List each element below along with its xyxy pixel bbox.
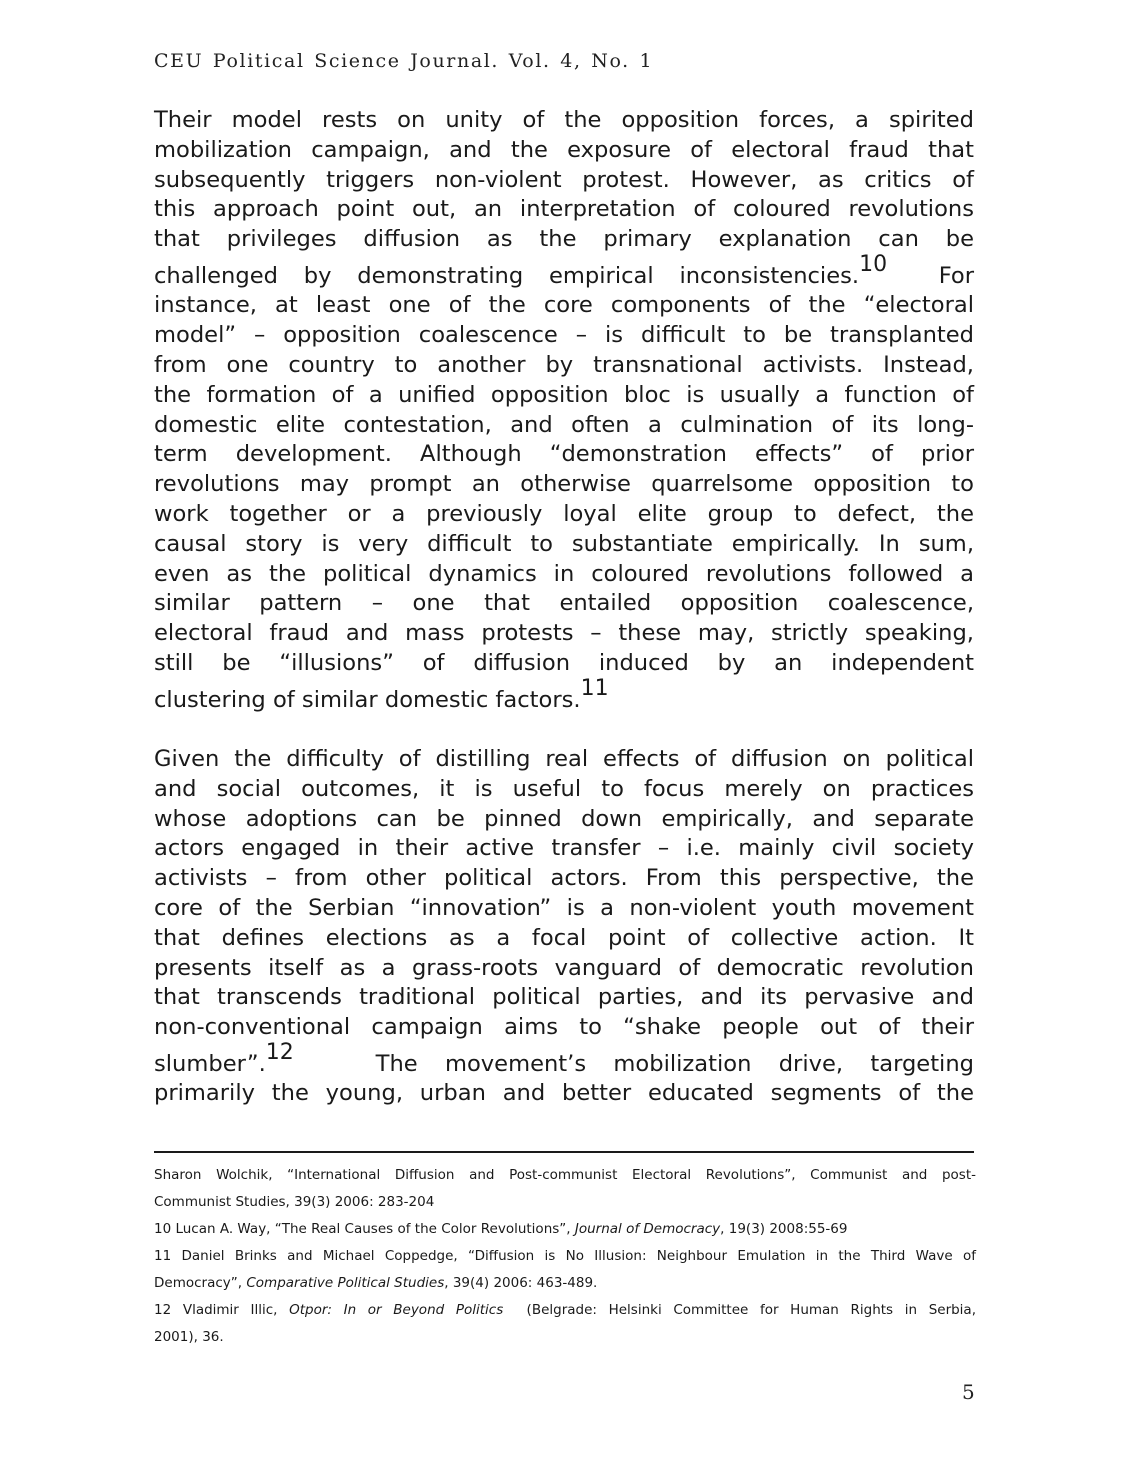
footnote-text: , 39(4) 2006: 463-489. bbox=[444, 1275, 598, 1291]
text-line: from one country to another by transnational activists. Instead, bbox=[154, 352, 974, 379]
text-line: that transcends traditional political parties, and its pervasive and bbox=[154, 984, 974, 1011]
footnotes bbox=[154, 1162, 976, 1351]
body-paragraph-2 bbox=[154, 745, 974, 1109]
footnote-line: Communist Studies, 39(3) 2006: 283-204 bbox=[154, 1194, 435, 1210]
footnote-divider bbox=[154, 1151, 974, 1153]
text-line: presents itself as a grass-roots vanguard of democratic revolution bbox=[154, 954, 974, 981]
text-line: non-conventional campaign aims to “shake people out of their bbox=[154, 1014, 974, 1041]
footnote-line bbox=[154, 1216, 976, 1243]
text-line: still be “illusions” of diffusion induced by an independent bbox=[154, 650, 974, 677]
text-line: causal story is very difficult to substantiate empirically. In sum, bbox=[154, 530, 974, 557]
text-line: whose adoptions can be pinned down empirically, and separate bbox=[154, 805, 974, 832]
text-line-with-footnote-ref bbox=[154, 251, 974, 292]
footnote-line: Sharon Wolchik, “International Diffusion and Post-communist Electoral Revolutions”, Communist and post- bbox=[154, 1167, 976, 1183]
footnote-ref-10: 10 bbox=[859, 251, 888, 277]
text-line: instance, at least one of the core components of the “electoral bbox=[154, 292, 974, 319]
text-line: primarily the young, urban and better educated segments of the bbox=[154, 1080, 974, 1107]
text-span: slumber”. bbox=[154, 1050, 266, 1077]
text-line: subsequently triggers non-violent protest. However, as critics of bbox=[154, 166, 974, 193]
footnote-text: Democracy”, bbox=[154, 1275, 247, 1291]
footnote-text: 10 Lucan A. Way, “The Real Causes of the Color Revolutions”, bbox=[154, 1221, 575, 1237]
text-line: even as the political dynamics in coloured revolutions followed a bbox=[154, 560, 974, 587]
footnote-line: 11 Daniel Brinks and Michael Coppedge, “Diffusion is No Illusion: Neighbour Emulation in the Third Wave of bbox=[154, 1248, 976, 1264]
text-line: term development. Although “demonstration effects” of prior bbox=[154, 441, 974, 468]
text-line: Their model rests on unity of the opposition forces, a spirited bbox=[154, 107, 974, 133]
footnote-text: (Belgrade: Helsinki Committee for Human Rights in Serbia, bbox=[503, 1302, 976, 1318]
text-line: mobilization campaign, and the exposure of electoral fraud that bbox=[154, 136, 974, 163]
text-line: this approach point out, an interpretation of coloured revolutions bbox=[154, 196, 974, 223]
footnote-text: 12 Vladimir Illic, bbox=[154, 1302, 290, 1318]
text-line-with-footnote-ref bbox=[154, 675, 974, 716]
footnote-journal-title: Comparative Political Studies bbox=[246, 1275, 445, 1291]
text-line: Given the difficulty of distilling real effects of diffusion on political bbox=[154, 746, 974, 772]
footnote-12 bbox=[154, 1297, 976, 1351]
footnote-11 bbox=[154, 1243, 976, 1297]
text-line: and social outcomes, it is useful to focus merely on practices bbox=[154, 775, 974, 802]
text-line: activists – from other political actors. From this perspective, the bbox=[154, 865, 974, 892]
text-line: electoral fraud and mass protests – these may, strictly speaking, bbox=[154, 620, 974, 647]
footnote-wolchik bbox=[154, 1162, 976, 1216]
running-header: CEU Political Science Journal. Vol. 4, No. 1 bbox=[154, 50, 654, 72]
text-line: that defines elections as a focal point of collective action. It bbox=[154, 924, 974, 951]
footnote-line: 2001), 36. bbox=[154, 1329, 224, 1345]
text-span: The movement’s mobilization drive, targeting bbox=[375, 1050, 975, 1077]
footnote-book-title: Otpor: In or Beyond Politics bbox=[289, 1302, 504, 1318]
text-line: model” – opposition coalescence – is difficult to be transplanted bbox=[154, 322, 974, 349]
text-span: clustering of similar domestic factors. bbox=[154, 686, 581, 713]
text-line: the formation of a unified opposition bloc is usually a function of bbox=[154, 381, 974, 408]
text-line-with-footnote-ref bbox=[154, 1039, 975, 1080]
footnote-ref-12: 12 bbox=[265, 1039, 294, 1065]
text-line: that privileges diffusion as the primary explanation can be bbox=[154, 226, 974, 253]
footnote-text: , 19(3) 2008:55-69 bbox=[720, 1221, 848, 1237]
page-number: 5 bbox=[962, 1380, 975, 1404]
text-line: actors engaged in their active transfer – i.e. mainly civil society bbox=[154, 835, 974, 862]
footnote-journal-title: Journal of Democracy bbox=[574, 1221, 721, 1237]
footnote-10 bbox=[154, 1216, 976, 1243]
text-span: challenged by demonstrating empirical inconsistencies. bbox=[154, 262, 860, 289]
text-line: similar pattern – one that entailed opposition coalescence, bbox=[154, 590, 974, 617]
text-line: core of the Serbian “innovation” is a non-violent youth movement bbox=[154, 894, 974, 921]
footnote-ref-11: 11 bbox=[580, 675, 609, 701]
text-line: work together or a previously loyal elite group to defect, the bbox=[154, 501, 974, 528]
text-span: For bbox=[938, 262, 974, 289]
footnote-line bbox=[154, 1297, 976, 1324]
text-line: revolutions may prompt an otherwise quarrelsome opposition to bbox=[154, 471, 974, 498]
body-paragraph-1 bbox=[154, 106, 974, 715]
text-line: domestic elite contestation, and often a culmination of its long- bbox=[154, 411, 974, 438]
footnote-line bbox=[154, 1270, 976, 1297]
